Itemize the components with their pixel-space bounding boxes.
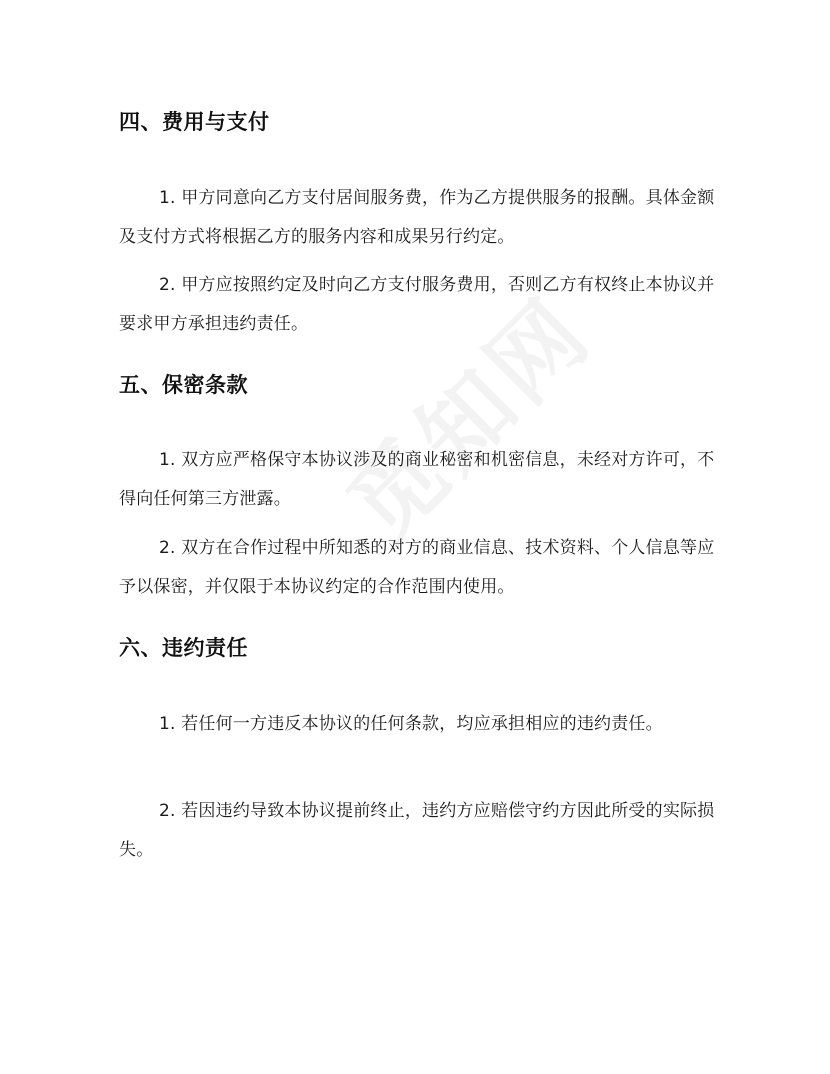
- paragraph-fees-1: 1. 甲方同意向乙方支付居间服务费，作为乙方提供服务的报酬。具体金额及支付方式将根据乙方的服务内容和成果另行约定。: [119, 188, 715, 247]
- paragraph-confidentiality-1: 1. 双方应严格保守本协议涉及的商业秘密和机密信息，未经对方许可，不得向任何第三方泄露。: [119, 450, 715, 509]
- paragraph-confidentiality-2: 2. 双方在合作过程中所知悉的对方的商业信息、技术资料、个人信息等应予以保密，并仅限于本协议约定的合作范围内使用。: [119, 538, 715, 597]
- section-heading-fees: 四、费用与支付: [119, 110, 270, 134]
- section-heading-confidentiality: 五、保密条款: [119, 373, 248, 397]
- paragraph-fees-2: 2. 甲方应按照约定及时向乙方支付服务费用，否则乙方有权终止本协议并要求甲方承担违约责任。: [119, 275, 715, 334]
- paragraph-breach-2: 2. 若因违约导致本协议提前终止，违约方应赔偿守约方因此所受的实际损失。: [119, 801, 715, 860]
- section-heading-breach: 六、违约责任: [119, 636, 248, 660]
- paragraph-breach-1: 1. 若任何一方违反本协议的任何条款，均应承担相应的违约责任。: [159, 714, 663, 734]
